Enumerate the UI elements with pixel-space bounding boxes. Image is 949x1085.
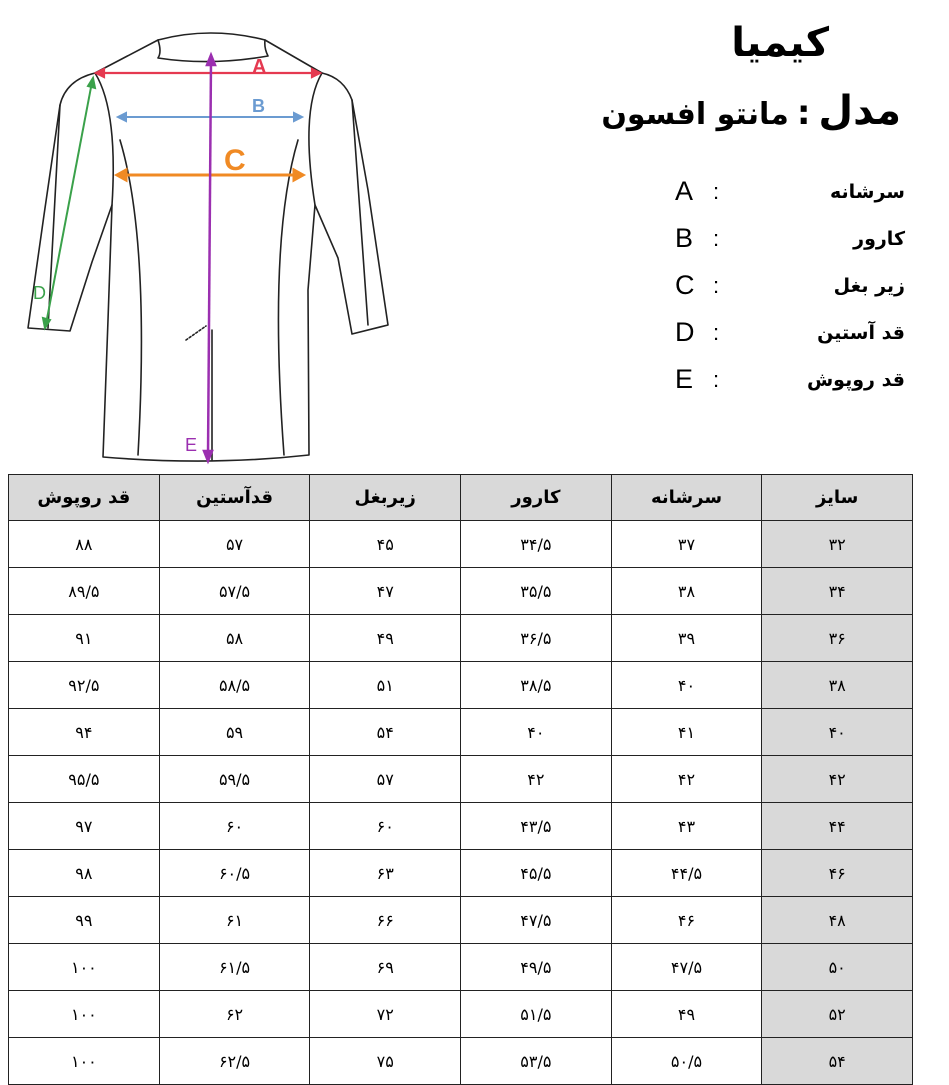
table-cell: ۴۰ xyxy=(461,709,612,756)
table-header-row xyxy=(9,475,913,521)
legend-row-c xyxy=(675,262,905,309)
table-cell: ۴۳/۵ xyxy=(461,803,612,850)
measure-letter-a: A xyxy=(252,56,267,78)
table-cell: ۱۰۰ xyxy=(9,991,160,1038)
size-cell: ۵۲ xyxy=(762,991,913,1038)
header-size: سایز xyxy=(762,475,913,521)
model-line xyxy=(601,88,901,134)
table-cell: ۴۹ xyxy=(611,991,762,1038)
header-sleeve-length: قدآستین xyxy=(159,475,310,521)
table-cell: ۴۷/۵ xyxy=(461,897,612,944)
size-cell: ۳۶ xyxy=(762,615,913,662)
table-cell: ۶۰/۵ xyxy=(159,850,310,897)
table-cell: ۵۱ xyxy=(310,662,461,709)
legend-key: A xyxy=(675,176,694,206)
coat-diagram xyxy=(0,0,430,470)
table-cell: ۵۸/۵ xyxy=(159,662,310,709)
size-cell: ۴۰ xyxy=(762,709,913,756)
table-cell: ۹۵/۵ xyxy=(9,756,160,803)
right-sleeve-line xyxy=(352,100,368,325)
table-row xyxy=(9,568,913,615)
table-cell: ۴۷ xyxy=(310,568,461,615)
model-name: مانتو افسون xyxy=(601,97,789,132)
left-sleeve-line xyxy=(48,105,60,328)
legend-label: قد آستین xyxy=(817,321,905,344)
table-row xyxy=(9,1038,913,1085)
table-row xyxy=(9,944,913,991)
table-row xyxy=(9,991,913,1038)
header-underarm: زیربغل xyxy=(310,475,461,521)
legend-label: سرشانه xyxy=(830,180,905,203)
table-cell: ۶۶ xyxy=(310,897,461,944)
table-cell: ۵۷ xyxy=(159,521,310,568)
size-cell: ۴۸ xyxy=(762,897,913,944)
table-row xyxy=(9,850,913,897)
table-cell: ۵۱/۵ xyxy=(461,991,612,1038)
left-armhole-seam xyxy=(95,73,113,205)
legend-colon: : xyxy=(713,366,720,392)
header-back-width: کارور xyxy=(461,475,612,521)
measurement-legend xyxy=(675,168,905,403)
table-row xyxy=(9,662,913,709)
table-row xyxy=(9,803,913,850)
legend-label: قد روپوش xyxy=(806,368,905,391)
legend-colon: : xyxy=(713,225,720,251)
table-cell: ۶۱/۵ xyxy=(159,944,310,991)
table-cell: ۷۵ xyxy=(310,1038,461,1085)
table-cell: ۳۵/۵ xyxy=(461,568,612,615)
table-cell: ۴۶ xyxy=(611,897,762,944)
table-cell: ۵۳/۵ xyxy=(461,1038,612,1085)
legend-row-b xyxy=(675,215,905,262)
table-cell: ۴۵/۵ xyxy=(461,850,612,897)
measure-letter-e: E xyxy=(185,435,198,455)
legend-label: زیر بغل xyxy=(833,274,905,297)
table-cell: ۳۶/۵ xyxy=(461,615,612,662)
table-cell: ۶۱ xyxy=(159,897,310,944)
table-row xyxy=(9,897,913,944)
right-princess-seam xyxy=(278,140,298,455)
left-princess-seam xyxy=(120,140,141,455)
model-separator: : xyxy=(796,93,811,133)
size-cell: ۴۴ xyxy=(762,803,913,850)
table-cell: ۶۳ xyxy=(310,850,461,897)
header-coat-length: قد روپوش xyxy=(9,475,160,521)
legend-key: D xyxy=(675,317,695,347)
table-cell: ۶۹ xyxy=(310,944,461,991)
table-cell: ۵۷ xyxy=(310,756,461,803)
table-row xyxy=(9,521,913,568)
measure-a xyxy=(96,69,320,77)
brand-title: کیمیا xyxy=(731,20,829,66)
legend-colon: : xyxy=(713,272,720,298)
right-armhole-seam xyxy=(309,73,322,205)
size-table xyxy=(8,474,913,1085)
size-cell: ۵۴ xyxy=(762,1038,913,1085)
table-cell: ۳۸ xyxy=(611,568,762,615)
legend-row-a xyxy=(675,168,905,215)
measure-letter-c: C xyxy=(224,144,246,177)
table-cell: ۹۸ xyxy=(9,850,160,897)
size-cell: ۳۸ xyxy=(762,662,913,709)
table-cell: ۵۷/۵ xyxy=(159,568,310,615)
legend-colon: : xyxy=(713,178,720,204)
table-cell: ۴۵ xyxy=(310,521,461,568)
table-cell: ۹۱ xyxy=(9,615,160,662)
legend-label: کارور xyxy=(853,227,905,250)
table-cell: ۳۸/۵ xyxy=(461,662,612,709)
table-cell: ۴۷/۵ xyxy=(611,944,762,991)
size-cell: ۳۴ xyxy=(762,568,913,615)
table-cell: ۴۹ xyxy=(310,615,461,662)
table-cell: ۳۴/۵ xyxy=(461,521,612,568)
table-cell: ۶۰ xyxy=(159,803,310,850)
size-cell: ۴۶ xyxy=(762,850,913,897)
size-cell: ۴۲ xyxy=(762,756,913,803)
legend-key: E xyxy=(675,364,694,394)
table-cell: ۵۸ xyxy=(159,615,310,662)
table-cell: ۹۷ xyxy=(9,803,160,850)
table-cell: ۶۰ xyxy=(310,803,461,850)
legend-key: B xyxy=(675,223,694,253)
table-cell: ۳۷ xyxy=(611,521,762,568)
measure-e xyxy=(204,55,215,461)
size-cell: ۵۰ xyxy=(762,944,913,991)
table-cell: ۵۴ xyxy=(310,709,461,756)
table-cell: ۴۳ xyxy=(611,803,762,850)
legend-key: C xyxy=(675,270,695,300)
model-label: مدل xyxy=(818,88,901,134)
table-cell: ۴۱ xyxy=(611,709,762,756)
table-cell: ۹۲/۵ xyxy=(9,662,160,709)
table-cell: ۶۲ xyxy=(159,991,310,1038)
table-row xyxy=(9,615,913,662)
table-cell: ۴۲ xyxy=(461,756,612,803)
legend-colon: : xyxy=(713,319,720,345)
measure-letter-b: B xyxy=(252,96,265,116)
table-cell: ۱۰۰ xyxy=(9,1038,160,1085)
pocket-stitch xyxy=(186,326,206,340)
table-cell: ۴۹/۵ xyxy=(461,944,612,991)
table-cell: ۹۹ xyxy=(9,897,160,944)
measure-letter-d: D xyxy=(33,283,46,303)
table-cell: ۴۲ xyxy=(611,756,762,803)
table-cell: ۴۰ xyxy=(611,662,762,709)
legend-row-d xyxy=(675,309,905,356)
table-cell: ۹۴ xyxy=(9,709,160,756)
table-cell: ۸۹/۵ xyxy=(9,568,160,615)
header-shoulder: سرشانه xyxy=(611,475,762,521)
size-cell: ۳۲ xyxy=(762,521,913,568)
table-cell: ۵۹ xyxy=(159,709,310,756)
table-row xyxy=(9,709,913,756)
table-cell: ۵۹/۵ xyxy=(159,756,310,803)
table-row xyxy=(9,756,913,803)
table-cell: ۳۹ xyxy=(611,615,762,662)
table-cell: ۷۲ xyxy=(310,991,461,1038)
table-cell: ۵۰/۵ xyxy=(611,1038,762,1085)
table-cell: ۶۲/۵ xyxy=(159,1038,310,1085)
table-cell: ۸۸ xyxy=(9,521,160,568)
size-table-body xyxy=(9,521,913,1085)
table-cell: ۱۰۰ xyxy=(9,944,160,991)
legend-row-e xyxy=(675,356,905,403)
table-cell: ۴۴/۵ xyxy=(611,850,762,897)
